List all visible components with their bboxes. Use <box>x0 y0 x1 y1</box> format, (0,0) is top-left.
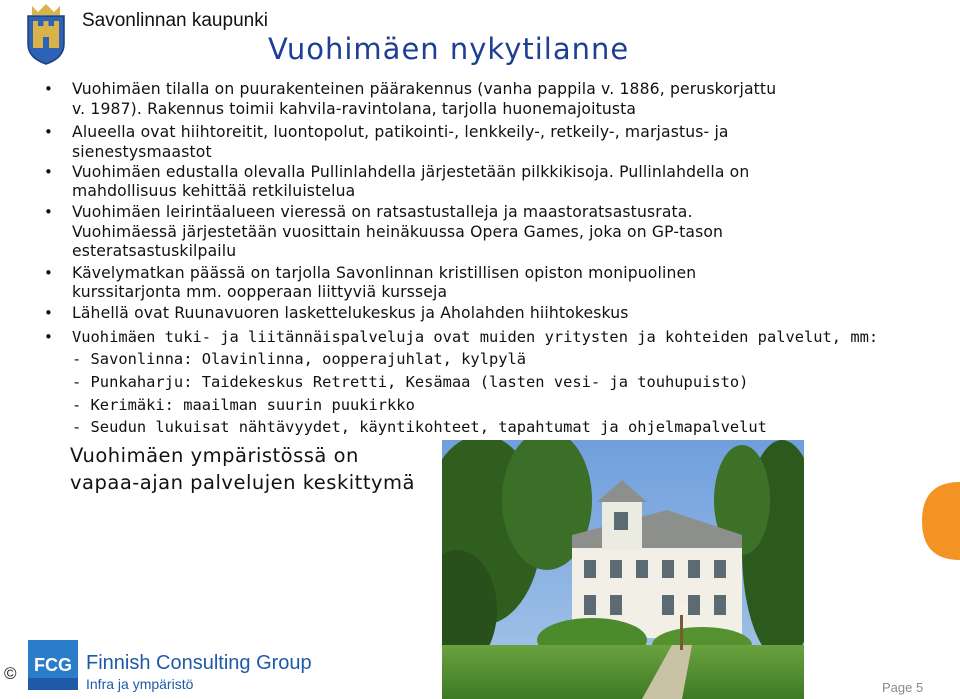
organization-name: Savonlinnan kaupunki <box>82 10 268 31</box>
text-line: Vuohimäen edustalla olevalla Pullinlahdella järjestetään pilkkikisoja. Pullinlahdella on <box>72 163 750 181</box>
text-line: Alueella ovat hiihtoreitit, luontopolut, patikointi-, lenkkeily-, retkeily-, marjastus- ja <box>72 123 729 141</box>
text-line: Vuohimäessä järjestetään vuosittain heinäkuussa Opera Games, joka on GP-tason <box>72 223 724 241</box>
building-photo <box>442 440 804 699</box>
page-number: Page 5 <box>882 680 924 695</box>
text-line: Vuohimäen tuki- ja liitännäispalveluja ovat muiden yritysten ja kohteiden palvelut, mm: <box>72 328 879 346</box>
text-line: - Savonlinna: Olavinlinna, oopperajuhlat, kylpylä <box>72 350 527 368</box>
company-tagline: Infra ja ympäristö <box>86 676 194 692</box>
summary-line: vapaa-ajan palvelujen keskittymä <box>70 471 415 494</box>
fcg-logo <box>28 640 78 690</box>
text-line: - Kerimäki: maailman suurin puukirkko <box>72 396 415 414</box>
summary-line: Vuohimäen ympäristössä on <box>70 444 359 467</box>
text-line: esteratsastuskilpailu <box>72 242 237 260</box>
text-line: mahdollisuus kehittää retkiluistelua <box>72 182 356 200</box>
bullet-marker: • <box>44 328 53 346</box>
bullet-marker: • <box>44 80 53 98</box>
text-line: v. 1987). Rakennus toimii kahvila-ravintolana, tarjolla huonemajoitusta <box>72 100 637 118</box>
text-line: - Punkaharju: Taidekeskus Retretti, Kesämaa (lasten vesi- ja touhupuisto) <box>72 373 749 391</box>
text-line: Kävelymatkan päässä on tarjolla Savonlinnan kristillisen opiston monipuolinen <box>72 264 697 282</box>
accent-tab-shape <box>922 482 960 560</box>
bullet-marker: • <box>44 264 53 282</box>
text-line: sienestysmaastot <box>72 143 212 161</box>
bullet-marker: • <box>44 123 53 141</box>
text-line: Lähellä ovat Ruunavuoren laskettelukeskus ja Aholahden hiihtokeskus <box>72 304 629 322</box>
fcg-logo-text: FCG <box>34 655 72 675</box>
bullet-marker: • <box>44 203 53 221</box>
company-name: Finnish Consulting Group <box>86 652 312 674</box>
text-line: kurssitarjonta mm. oopperaan liittyviä kursseja <box>72 283 448 301</box>
bullet-marker: • <box>44 163 53 181</box>
slide-title: Vuohimäen nykytilanne <box>268 32 630 66</box>
text-line: Vuohimäen leirintäalueen vieressä on ratsastustalleja ja maastoratsastusrata. <box>72 203 693 221</box>
text-line: - Seudun lukuisat nähtävyydet, käyntikohteet, tapahtumat ja ohjelmapalvelut <box>72 418 767 436</box>
bullet-marker: • <box>44 304 53 322</box>
copyright-symbol: © <box>4 664 17 683</box>
text-line: Vuohimäen tilalla on puurakenteinen päärakennus (vanha pappila v. 1886, peruskorjattu <box>72 80 777 98</box>
